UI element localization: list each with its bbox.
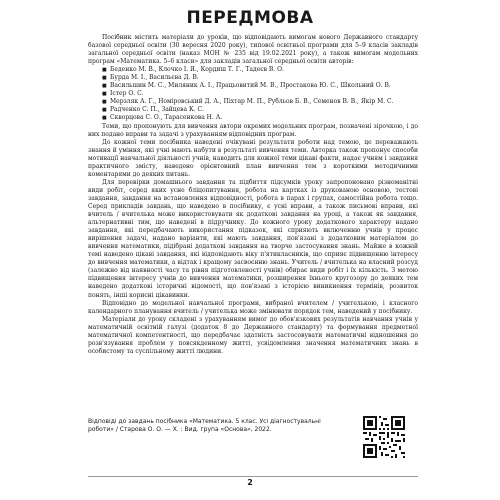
page-title: ПЕРЕДМОВА [186,8,314,28]
bullet-icon: ■ [102,83,107,90]
bullet-icon: ■ [102,115,107,122]
bullet-icon: ■ [102,91,107,98]
bullet-icon: ■ [102,107,107,114]
paragraph: До кожної теми посібника наведені очікувані результати роботи над темою, це переважають знання й уміння, які учні мають набути в результаті вивчення теми. Авторка також пропонує способи мотивації навчальної діяльності учнів, наводить для кожної теми цікаві факти, надає учням і завдання практичного змісту, наведено орієнтовний план вивчення тем з короткими методичними коментарями до деяких питань. [88,138,418,178]
body-text [88,34,418,356]
bullet-icon: ■ [102,75,107,82]
author-item: ■ Бурда М. І., Васильєва Д. В. [102,74,199,82]
author-item: ■ Беденко М. В., Клочко І. Я., Кордиш Т. Г., Тадеєв В. О. [102,66,284,74]
answers-footnote: Відповіді до завдань посібника «Математика. 5 клас. Усі діагностувальні роботи» / Старова О. О. — Х. : Вид. група «Основа», 2022. [88,418,321,433]
authors-list [88,66,418,122]
footer-divider [88,476,418,477]
author-item: ■ Мерзляк А. Г., Номіровський Д. А., Піхтар М. П., Рубльов Б. В., Семенов В. В., Якір М. С. [102,98,394,106]
author-item: ■ Васильшин М. С., Миляник А. І., Працьовитий М. В., Простакова Ю. С., Школьний О. В. [102,82,391,90]
page-number: 2 [0,478,500,487]
paragraph: Для перевірки домашнього завдання та підбиття підсумків уроку запропоновано різноманітні види робіт, серед яких усне бліцопитування, робота на картках із друкованою основою, тестові завдання, завдання на встановлення відповідності, робота в парах і групах, самостійна робота тощо. Серед прикладів завдань, що наведено в посібнику, є усні вправи, а також письмові вправи, які вчитель / вчителька може використовувати як додаткові завдання на уроці, а також як завдання, альтернативні тим, що наведені в підручнику. До кожного уроку додаткового характеру надано завдання, які передбачають використання підказок, які сприяють включенню учнів у процес вирішення задачі, надано варіанти, які мають завдання, пов'язані з додатковим матеріалом до вивчення математики, підібрані додаткові завдання на творче застосування знань. Майже в кожній темі наведено цікаві завдання, які відповідають віку п'ятикласників, що сприяє підвищенню інтересу до вивчення математики, а відтак і кращому засвоєнню знань. Учитель / вчителька на власний розсуд (залежно від наявності часу та рівня підготовленості учнів) обирає види робіт і їх кількість. З метою підвищення інтересу учнів до вивчення математики, розширення їхнього кругозору до деяких тем наведено додаткові історичні відомості, що пов'язані з історією виникнення термінів, розвиток понять, інші корисні цікавинки. [88,178,418,299]
bullet-icon: ■ [102,99,107,106]
bullet-icon: ■ [102,67,107,74]
author-item: ■ Радченко С. П., Зайцева К. С. [102,106,204,114]
paragraph: Матеріали до уроку складені з урахуванням вимог до обов'язкових результатів навчання учнів у математичній освітній галузі (додаток 8 до Державного стандарту) та формування предметної математичної компетентності, що передбачає здатність застосовувати математичні відношення до розв'язування проблем у повсякденному житті, усвідомлення значення математичних знань в особистому та суспільному житті людини. [88,315,418,355]
author-item: ■ Скворцова С. О., Тарасенкова Н. А. [102,114,223,122]
paragraph: Теми, що пропонують для вивчення автори окремих модельних програм, позначені зірочкою, і до них подано вправи та задачі з урахуванням відповідних програм. [88,122,418,138]
paragraph: Відповідно до модельної навчальної програми, вибраної вчителем / учителькою, і класного календарного планування вчитель / учителька може змінювати порядок тем, наведений у посібнику. [88,299,418,315]
author-item: ■ Істер О. С. [102,90,144,98]
intro-paragraph: Посібник містить матеріали до уроків, що відповідають вимогам нового Державного стандарту базової середньої освіти (30 вересня 2020 року), типової освітньої програми для 5–9 класів закладів загальної середньої освіти (наказ МОН № 235 від 19.02.2021 року), а також вимогам модельних програм «Математика. 5–6 класи» для закладів загальної середньої освіти авторів: [88,34,418,66]
qr-code-icon[interactable] [363,416,405,458]
